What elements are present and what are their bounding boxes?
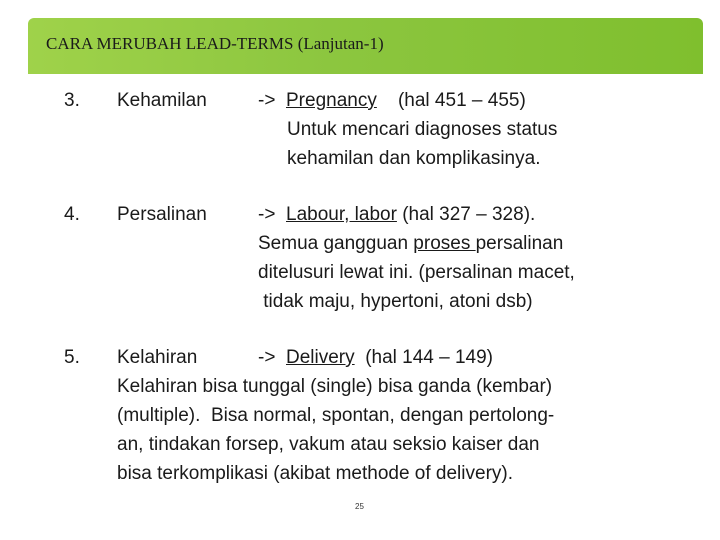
description-line bbox=[258, 229, 575, 258]
item-number: 4. bbox=[64, 204, 80, 225]
item-description bbox=[117, 372, 554, 488]
description-line: tidak maju, hypertoni, atoni dsb) bbox=[258, 291, 533, 312]
description-line: Kelahiran bisa tunggal (single) bisa ganda (kembar) bbox=[117, 376, 553, 397]
description-line: an, tindakan forsep, vakum atau seksio kaiser dan bbox=[117, 434, 540, 455]
description-line: (multiple). Bisa normal, spontan, dengan pertolong- bbox=[117, 405, 555, 426]
arrow-icon: -> bbox=[258, 347, 276, 368]
arrow-icon: -> bbox=[258, 90, 276, 111]
description-line: kehamilan dan komplikasinya. bbox=[287, 148, 541, 169]
page-reference: (hal 144 – 149) bbox=[365, 347, 494, 368]
item-description bbox=[287, 115, 557, 173]
item-mapping bbox=[258, 86, 526, 115]
description-line: Untuk mencari diagnoses status bbox=[287, 119, 558, 140]
item-term: Kehamilan bbox=[117, 90, 207, 111]
description-text: persalinan bbox=[475, 233, 564, 254]
item-mapping bbox=[258, 343, 493, 372]
slide-title: CARA MERUBAH LEAD-TERMS (Lanjutan-1) bbox=[46, 34, 384, 53]
arrow-icon: -> bbox=[258, 204, 276, 225]
description-line: ditelusuri lewat ini. (persalinan macet, bbox=[258, 262, 575, 283]
lead-term: Pregnancy bbox=[286, 90, 377, 111]
description-text: Semua gangguan bbox=[258, 233, 414, 254]
item-number: 5. bbox=[64, 347, 80, 368]
item-term: Kelahiran bbox=[117, 347, 198, 368]
page-number: 25 bbox=[355, 502, 364, 511]
item-mapping bbox=[258, 200, 535, 229]
lead-term: Labour, labor bbox=[286, 204, 397, 225]
lead-term: Delivery bbox=[286, 347, 355, 368]
page-reference: (hal 327 – 328). bbox=[402, 204, 536, 225]
item-number: 3. bbox=[64, 90, 80, 111]
page-reference: (hal 451 – 455) bbox=[397, 90, 526, 111]
description-line: bisa terkomplikasi (akibat methode of delivery). bbox=[117, 463, 514, 484]
description-underlined: proses bbox=[413, 233, 476, 254]
item-description bbox=[258, 229, 575, 316]
item-term: Persalinan bbox=[117, 204, 207, 225]
